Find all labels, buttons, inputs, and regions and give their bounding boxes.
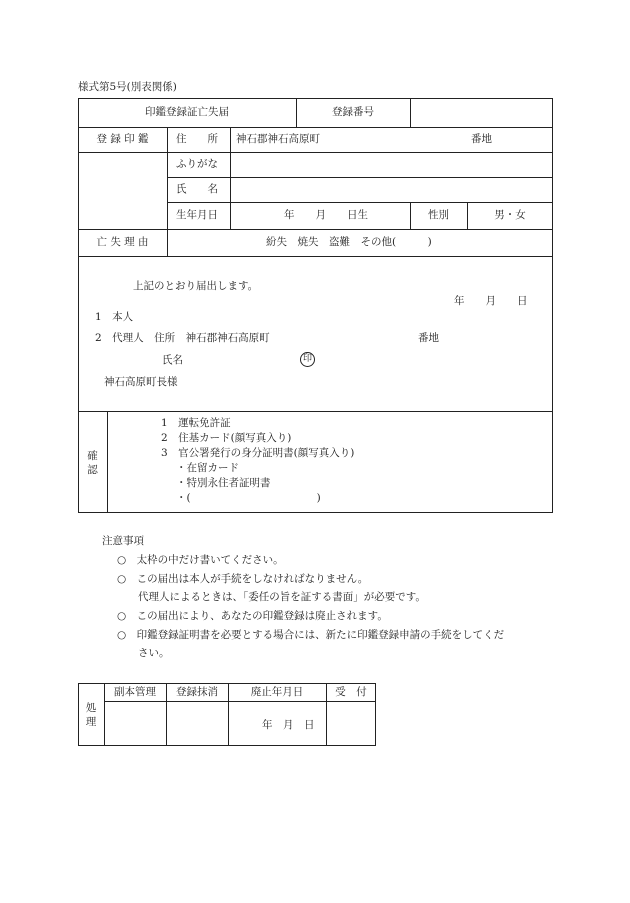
furigana-field[interactable] xyxy=(231,153,552,177)
confirmation-label: 確 認 xyxy=(87,450,98,476)
gender-value[interactable]: 男・女 xyxy=(494,209,526,221)
loss-reason-label: 亡 失 理 由 xyxy=(96,236,149,248)
declarant-self[interactable]: 1 本人 xyxy=(95,311,134,323)
form-number: 様式第5号(別表関係) xyxy=(78,81,177,93)
confirm-item: 1 運転免許証 xyxy=(161,417,231,429)
declaration-statement: 上記のとおり届出します。 xyxy=(133,280,259,292)
notes-title: 注意事項 xyxy=(102,535,144,547)
confirm-item: ・特別永住者証明書 xyxy=(176,477,271,489)
note-item: ○ この届出により、あなたの印鑑登録は廃止されます。 xyxy=(117,610,388,622)
note-item: ○ 太枠の中だけ書いてください。 xyxy=(117,554,284,566)
dob-value[interactable]: 年 月 日生 xyxy=(284,209,368,221)
proxy-address[interactable]: 2 代理人 住所 神石郡神石高原町 xyxy=(95,332,270,344)
confirm-item: ・( ) xyxy=(176,492,321,504)
recipient: 神石高原町長様 xyxy=(104,376,178,388)
name-label: 氏 名 xyxy=(176,183,218,195)
declaration-date[interactable]: 年 月 日 xyxy=(454,295,528,307)
note-item: ○ この届出は本人が手続をしなければなりません。 xyxy=(117,573,369,585)
address-value[interactable]: 神石郡神石高原町 xyxy=(236,133,320,145)
address-banchi: 番地 xyxy=(471,133,492,145)
confirm-item: 3 官公署発行の身分証明書(顔写真入り) xyxy=(161,447,355,459)
form-title: 印鑑登録証亡失届 xyxy=(145,106,229,118)
registration-number-label: 登録番号 xyxy=(332,106,374,118)
gender-label: 性別 xyxy=(428,209,449,221)
registration-seal-label: 登 録 印 鑑 xyxy=(96,133,149,145)
processing-col: 登録抹消 xyxy=(176,686,218,698)
registration-number-field[interactable] xyxy=(411,99,552,126)
confirm-item: ・在留カード xyxy=(176,462,239,474)
seal-mark: 印 xyxy=(300,352,315,367)
abolition-date: 年 月 日 xyxy=(262,719,315,731)
note-item: ○ 印鑑登録証明書を必要とする場合には、新たに印鑑登録申請の手続をしてくだ xyxy=(117,629,505,641)
processing-col: 副本管理 xyxy=(114,686,156,698)
loss-reason-options[interactable]: 紛失 焼失 盗難 その他( ) xyxy=(266,236,432,248)
address-label: 住 所 xyxy=(176,133,218,145)
name-field[interactable] xyxy=(231,178,552,202)
furigana-label: ふりがな xyxy=(176,158,218,170)
proxy-banchi: 番地 xyxy=(418,332,439,344)
note-item: 代理人によるときは、「委任の旨を証する書面」が必要です。 xyxy=(138,591,426,603)
processing-label: 処 理 xyxy=(85,702,97,728)
dob-label: 生年月日 xyxy=(176,209,218,221)
processing-col: 廃止年月日 xyxy=(250,686,304,698)
confirm-item: 2 住基カード(顔写真入り) xyxy=(161,432,292,444)
note-item: さい。 xyxy=(138,647,170,659)
proxy-name-label: 氏名 xyxy=(162,354,183,366)
processing-col: 受 付 xyxy=(335,686,367,698)
